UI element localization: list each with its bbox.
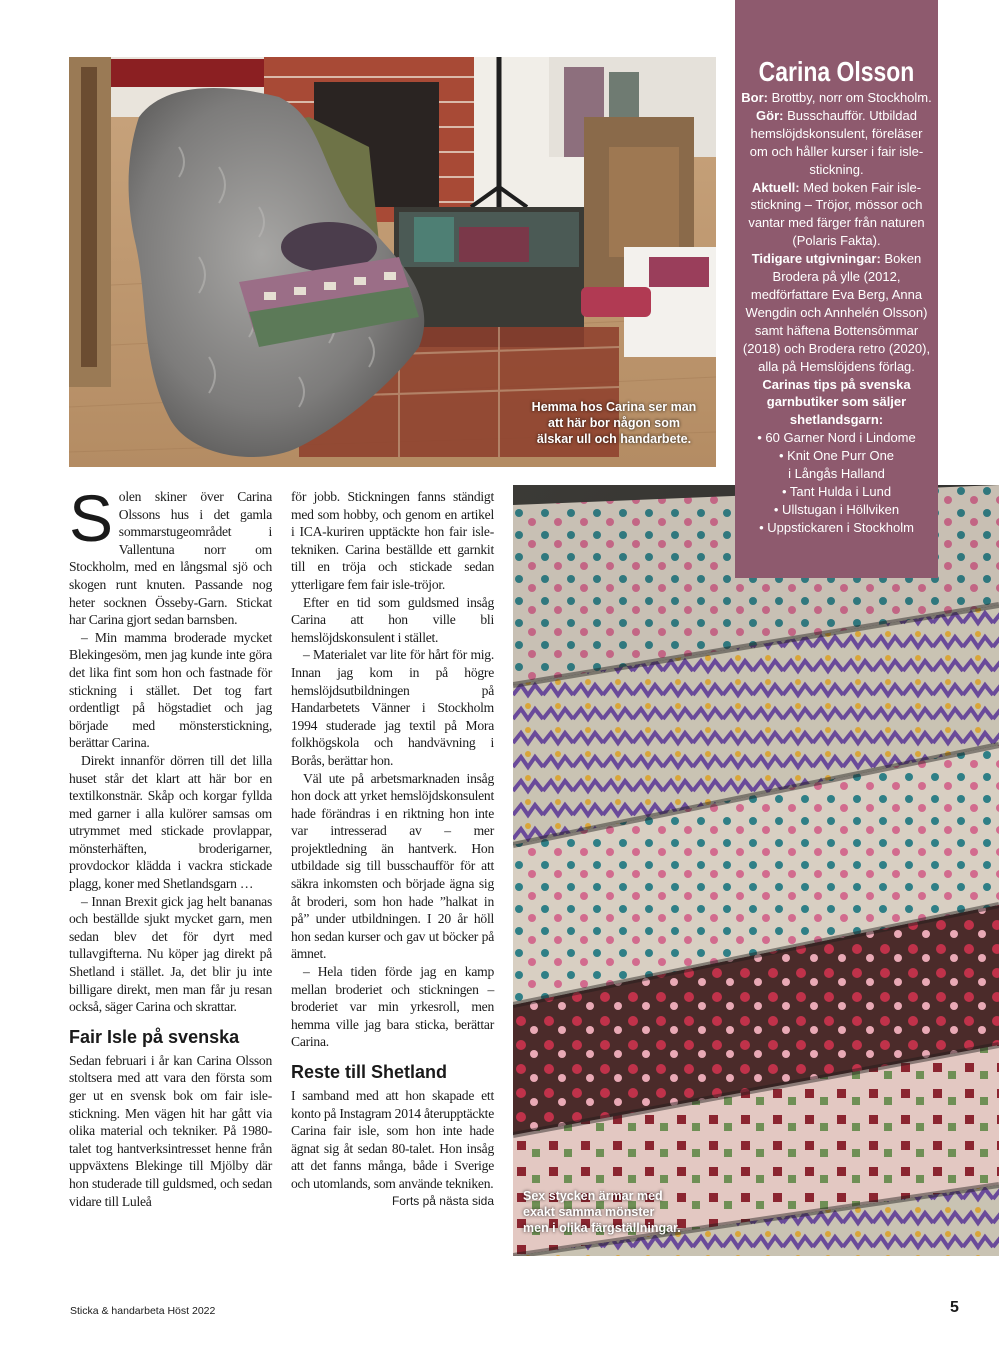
photo-caption-sleeves [523,1188,783,1236]
article-paragraph: – Innan Brexit gick jag helt bananas och beställde sjukt mycket garn, men sedan blev det för dyrt med tullavgifterna. Nu köper jag direkt på Shetland i stället. Ja, det blir ju inte billigare direkt, men man får ju resan också, säger Carina och skrattar. [69,893,272,1015]
fact-aktuell [741,179,932,251]
fact-label: Carinas tips på svenska garnbutiker som säljer shetlandsgarn: [762,376,911,428]
page-number: 5 [950,1299,959,1316]
fact-label: Tidigare utgivningar: [751,251,881,267]
tips-list-item: i Långås Halland [788,466,885,482]
knitted-sleeves-image [513,485,999,1256]
tips-list-item: • 60 Garner Nord i Lindome [757,430,916,446]
article-paragraph: Direkt innanför dörren till det lilla huset står det klart att här bor en textilkonstnär. Skåp och korgar fyllda med garner i alla kulörer samsas om utrymmet med stickade provlappar, mönsterhäften, broderigarner, provdockor klädda i vackra stickade plagg, koner med Shetlandsgarn … [69,752,272,892]
article-paragraph [69,481,272,629]
fact-text: Boken Brodera på ylle (2012, medförfattare Eva Berg, Anna Wengdin och Annhelén Olsson) samt häftena Bottensömmar (2018) och Brodera retro (2020), alla på Hemslöjdens förlag. [742,251,931,374]
section-heading: Fair Isle på svenska [69,1026,240,1047]
article-paragraph: – Min mamma broderade mycket Blekingesöm, men jag kunde inte göra det lika fint som hon och fastnade för stickning i stället. Det tog fart ordentligt på högstadiet och jag började med mönsterstickning, berättar Carina. [69,629,272,751]
tips-list-item: • Uppstickaren i Stockholm [759,519,914,535]
caption-line: men i olika färgställningar. [523,1221,681,1235]
article-paragraph: Sedan februari i år kan Carina Olsson stoltsera med att vara den första som ger ut en svensk bok om fair isle-stickning. Men vägen hit har gått via olika material och tekniker. På 1980-talet tog hantverksintresset henne från uppväxtens Blekinge till Mjölby där hon studerade till guldsmed, och sedan vidare till Luleå [69,1052,272,1209]
caption-line: att här bor någon som [548,416,680,430]
tips-list-item: • Tant Hulda i Lund [781,483,892,499]
fact-label: Gör: [756,107,784,123]
fact-tidigare [741,250,932,375]
fact-bor [741,89,932,107]
caption-line: älskar ull och handarbete. [536,432,692,446]
continued-note: Forts på nästa sida [391,1193,494,1208]
fact-text: Med boken Fair isle-stickning – Tröjor, mössor och vantar med färger från naturen (Polaris Fakta). [748,179,925,249]
fact-box [735,0,938,578]
footer-publication: Sticka & handarbeta Höst 2022 [70,1305,216,1317]
section-heading: Reste till Shetland [291,1062,448,1082]
fact-box-name: Carina Olsson [758,56,915,87]
fact-label: Aktuell: [751,179,800,195]
drop-cap: S [69,481,113,555]
article-paragraph: – Hela tiden förde jag en kamp mellan broderiet och stickningen – broderiet var min yrkesroll, men hemma ville jag bara sticka, berättar Carina. [291,964,494,1050]
photo-caption-living-room [514,399,714,447]
caption-line: Sex stycken ärmar med [523,1189,663,1203]
article-paragraph: – Materialet var lite för hårt för mig. Innan jag kom in på högre hemslöjdsutbildningen på Handarbetets Vänner i Stockholm 1994 studerade jag textil på Mora folkhögskola och handvävning i Borås, berättar hon. [291,647,494,768]
article-paragraph: för jobb. Stickningen fanns ständigt med som hobby, och genom en artikel i ICA-kuriren upptäckte hon fair isle-tekniken. Carina beställde ett garnkit till en tröja och stickade sedan ytterligare fem fair isle-tröjor. [291,489,494,592]
article-column-1 [69,481,272,1210]
article-paragraph: Väl ute på arbetsmarknaden insåg hon dock att yrket hemslöjdskonsulent hade förändras i en riktning hon inte var intresserad av – mer projektledning än hantverk. Hon utbildade sig till busschaufför för att säkra inkomsten och började ägna sig åt broderi, som hon hade ”halkat in på” under utbildningen. I 20 år höll hon sedan kurser och gav ut böcker på ämnet. [291,770,494,962]
paragraph-text: olen skiner över Carina Olssons hus i det gamla sommarstugeområdet i Vallentuna norr om Stockholm, med en långsmal sjö och skogen runt knuten. Passande nog heter socknen Össeby-Garn. Stickat har Carina gjort sedan barnsben. [69,489,272,628]
fact-label: Bor: [741,90,768,105]
fact-text: Brottby, norr om Stockholm. [771,90,932,105]
photo-living-room [69,57,716,467]
caption-line: exakt samma mönster [523,1205,655,1219]
article-paragraph: Efter en tid som guldsmed insåg Carina att hon ville bli hemslöjdskonsulent i stället. [291,594,494,645]
tips-list-item: • Knit One Purr One [778,448,895,464]
photo-knitted-sleeves [513,485,999,1256]
article-paragraph: I samband med att hon skapade ett konto på Instagram 2014 återupptäckte Carina fair isle, som hon inte hade ägnat sig åt sedan 80-talet. Hon insåg att det fanns många, både i Sverige och utomlands, som använde tekniken. [291,1088,494,1191]
fact-text: Busschaufför. Utbildad hemslöjdskonsulent, föreläser om och håller kurser i fair isle-stickning. [749,107,924,177]
article-column-2 [291,488,494,1210]
caption-line: Hemma hos Carina ser man [531,400,697,414]
fact-gor [741,107,932,179]
fact-tips [741,376,932,430]
fact-box-body [741,89,932,537]
tips-list-item: • Ullstugan i Höllviken [773,501,900,517]
